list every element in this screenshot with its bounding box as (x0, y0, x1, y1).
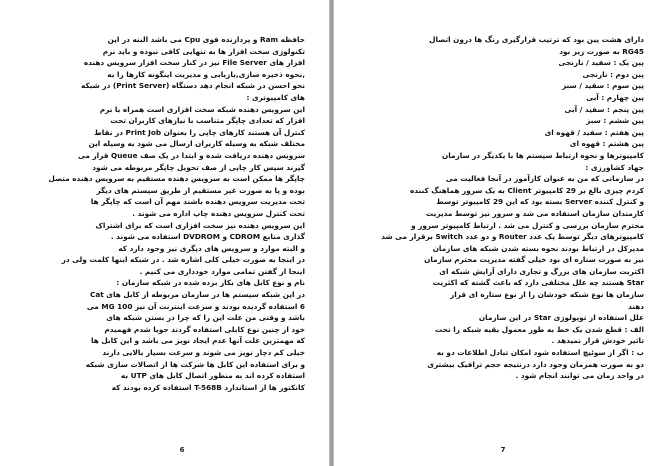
text-line: تحت مدیریت سرویس دهنده باشند مهم آن است که چاپگر ها (90, 197, 305, 207)
text-line: مختلف شبکه به وسیله کاربران ارسال می شود به وسیله این (88, 139, 305, 149)
text-line: جهاد کشاورزی : (585, 162, 644, 172)
text-line: الف : قطع شدن یک خط به طور معمول بقیه شبکه را تحت (435, 324, 644, 334)
text-line: کامپیوترهای دیگر توسط یک عدد Router و دو عدد Switch برقرار می شد (381, 232, 644, 242)
text-line: پین هشتم : قهوه ای (569, 139, 644, 149)
text-line: دارای هشت پین بود که ترتیب قرارگیری رنگ ها درون اتصال (429, 35, 644, 44)
text-line: افزار های File Server نیز در کنار سخت افزار سرویس دهنده (83, 58, 305, 68)
text-line: نیز به صورت ستاره ای بود خیلی گفته مدیریت محترم سازمان (424, 255, 644, 265)
text-line: پین ششم : سبز (586, 116, 644, 126)
text-line: این سرویس دهنده نیز سخت افزاری است که برای اشتراک (95, 220, 305, 230)
text-line: خود از چنین نوع کابلی استفاده گردند جویا شدم فهمیدم (104, 324, 305, 334)
text-line: پین سوم : سفید / سبز (562, 81, 644, 91)
text-line: پین پنجم : سفید / آبی (564, 104, 644, 114)
text-line: ب : اگر از سوئیچ استفاده شود امکان تبادل اطلاعات دو به (436, 348, 644, 358)
text-line: افزار که تعدادی چاپگر متناسب با نیازهای کاربران تحت (110, 116, 305, 126)
text-line: اینجا از گفتن تمامی موارد خودداری می کنیم . (139, 266, 305, 276)
text-line: کنترل آن هستند کارهای چاپی را بعنوان Print Job در نقاط (94, 127, 305, 137)
text-line: پین چهارم : آبی (586, 92, 644, 102)
text-line: Star هستند چه علل مختلفی دارد که باعث گشته که اکثریت (432, 278, 644, 288)
text-line: نام و نوع کابل های بکار برده شده در شبکه سازمان : (116, 278, 305, 288)
text-line: بوده و یا به صورت غیر مستقیم از طریق سیستم های دیگر (96, 185, 305, 195)
text-line: در اینجا به صورت خیلی کلی اشاره شد . در شبکه اینها کلمت ولی در (61, 255, 305, 265)
text-line: گیرند سپس کار چاپی از صف تحویل چاپگر مربوطه می شود (92, 162, 305, 172)
page-right (333, 0, 666, 466)
text-line: مدیرکل در ارتباط بودند نحوه بسته شدن شبکه های سازمان (432, 243, 644, 253)
text-line: پین یک : سفید / نارنجی (558, 58, 644, 68)
text-line: سازمان ها نوع شبکه خودشان را از نوع ستاره ای قرار (450, 290, 644, 300)
page-left (0, 0, 330, 466)
text-line: های کامپیوتری : (246, 92, 305, 102)
text-line: کردم چیزی بالغ بر 29 کامپیوتر Client به یک سرور هماهنگ کننده (409, 185, 644, 195)
text-line: تاثیر خودش قرار نمیدهد . (551, 336, 644, 346)
text-line: پین دوم : نارنجی (582, 69, 644, 79)
text-line: چاپگر ها ممکن است به سرویس دهنده مستقیم به سرویس دهنده متصل (48, 174, 305, 184)
text-line: دو به صورت همزمان وجود دارد درنتیجه حجم ترافیک بیشتری (427, 359, 644, 369)
text-line: علل استفاده از توپولوژی Star در این سازمان (478, 313, 644, 323)
text-line: در سازمانی که من به عنوان کارآموز در آنجا فعالیت می (445, 174, 644, 184)
text-line: که مهمترین علت آنها عدم ایجاد نویز می باشد و این کابل ها (91, 336, 305, 346)
text-line: استفاده کرده اند به منظور اتصال کابل های UTP به (120, 371, 305, 381)
text-line: در این شبکه سیستم ها در سازمان مربوطه از کابل های Cat (89, 290, 305, 300)
text-line: باشد و وقتی من علت این را که چرا در بستن شبکه های (106, 313, 305, 323)
text-line: سرویس دهنده دریافت شده و ابتدا در یک صف Queue قرار می (78, 150, 305, 160)
text-line: کارمندان سازمان استفاده می شد و سرور نیز توسط مدیریت (425, 208, 644, 218)
text-line: حافظه Ram و پردازنده قوی Cpu می باشد البته در این (107, 35, 305, 44)
text-line: و کنترل کننده Server بسته بود که این 29 کامپیوتر توسط (436, 197, 644, 207)
text-line: دهند (628, 301, 644, 311)
text-line: 6 استفاده گردیده بودند و سرعت اینترنت آن نیز 100 MG می (86, 301, 305, 311)
page-number-right: 7 (500, 446, 506, 454)
text-line: محترم سازمان بررسی و کنترل می شد . ارتباط کامپیوتر سرور و (411, 220, 644, 230)
text-line: تکنولوژی سخت افزار ها به تنهایی کافی نبوده و باید نرم (102, 46, 305, 56)
text-line: این سرویس دهنده شبکه سخت افزاری است همراه با نرم (99, 104, 305, 114)
page-right-text (362, 34, 644, 382)
text-line: تحت کنترل سرویس دهنده چاپ اداره می شوند . (132, 208, 305, 218)
text-line: گذاری منابع CDROM و DVDROM استفاده می شوند . (110, 232, 305, 242)
text-line: نحو احسن در شبکه انجام دهد دستگاه (Print Server) در شبکه (81, 81, 305, 91)
text-line: پین هفتم : سفید / قهوه ای (544, 127, 644, 137)
text-line: و البته موارد و سرویس های دیگری نیز وجود دارد که (118, 243, 305, 253)
text-line: ,نحوه ذخیره سازی,بازیابی و مدیریت اینگونه کارها را به (107, 69, 305, 79)
text-line: خیلی کم دچار نویز می شوند و سرعت بسیار بالایی دارند (102, 348, 305, 358)
page-number-left: 6 (179, 446, 185, 454)
text-line: کامپیوترها و نحوه ارتباط سیستم ها با یکدیگر در سازمان (442, 150, 644, 160)
page-left-text (24, 34, 305, 393)
text-line: و برای استفاده این کابل ها شرکت ها از اتصالات سازی شبکه (85, 359, 305, 369)
text-line: در واحد زمان می توانند انجام شود . (515, 371, 644, 381)
text-line: کانکتور ها از استاندارد T-568B استفاده کرده بودند که (111, 382, 305, 392)
text-line: RG45 به صورت زیر بود (559, 46, 644, 56)
text-line: اکثریت سازمان های بزرگ و تجاری دارای آرایش شبکه ای (439, 266, 644, 276)
